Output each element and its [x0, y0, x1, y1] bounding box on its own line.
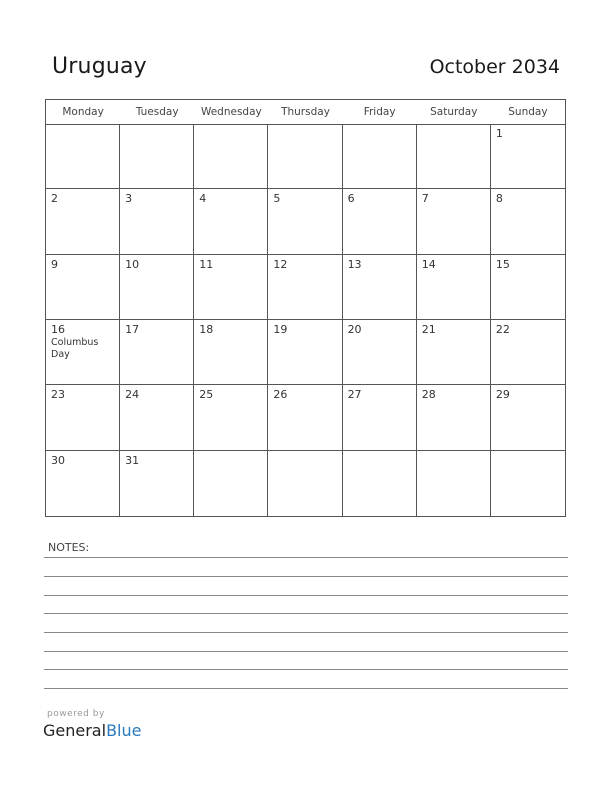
day-grid [46, 124, 565, 516]
note-line [44, 557, 568, 558]
day-cell [120, 255, 194, 320]
note-line [44, 688, 568, 689]
day-cell [417, 255, 491, 320]
day-number: 4 [199, 192, 207, 206]
day-cell [343, 124, 417, 189]
weekday-wednesday: Wednesday [200, 106, 262, 118]
day-cell [491, 124, 565, 189]
day-cell [194, 385, 268, 450]
day-number: 2 [51, 192, 58, 206]
note-line [44, 576, 568, 577]
day-number: 1 [495, 127, 503, 140]
day-number: 12 [273, 257, 288, 271]
day-number: 13 [347, 257, 362, 271]
day-number: 17 [125, 323, 140, 336]
day-cell [194, 320, 268, 385]
day-cell [268, 451, 342, 516]
day-cell [46, 320, 120, 385]
day-cell [417, 385, 491, 450]
day-cell [46, 385, 120, 450]
day-number: 5 [273, 192, 281, 206]
day-cell [417, 189, 491, 254]
day-cell [46, 124, 120, 189]
note-line [44, 632, 568, 633]
weekday-thursday: Thursday [281, 106, 330, 118]
day-cell [491, 320, 565, 385]
day-number: 22 [495, 323, 510, 336]
note-line [44, 595, 568, 596]
day-number: 18 [199, 323, 214, 336]
day-number: 31 [125, 453, 140, 467]
note-line [44, 613, 568, 614]
day-number: 24 [125, 388, 140, 402]
holiday-label: Columbus Day [51, 337, 99, 360]
day-number: 3 [125, 192, 133, 206]
day-number: 28 [421, 388, 436, 402]
day-cell [194, 255, 268, 320]
day-cell [120, 320, 194, 385]
day-number: 10 [125, 257, 140, 271]
calendar-grid [45, 99, 566, 517]
notes-label: NOTES: [48, 541, 90, 554]
brand-blue: Blue [106, 721, 142, 740]
day-cell [417, 124, 491, 189]
day-number: 7 [421, 192, 429, 206]
country-title: Uruguay [52, 54, 147, 79]
day-cell [343, 320, 417, 385]
day-cell [120, 451, 194, 516]
day-cell [343, 189, 417, 254]
day-number: 27 [347, 388, 362, 402]
day-cell [268, 124, 342, 189]
day-cell [343, 451, 417, 516]
day-cell [194, 124, 268, 189]
note-line [44, 651, 568, 652]
day-number: 25 [199, 388, 214, 402]
day-cell [194, 189, 268, 254]
weekday-tuesday: Tuesday [135, 106, 179, 118]
day-cell [120, 189, 194, 254]
day-number: 9 [51, 257, 58, 271]
weekday-monday: Monday [62, 106, 104, 118]
month-year-title: October 2034 [429, 56, 560, 78]
day-cell [194, 451, 268, 516]
brand-general: General [43, 721, 107, 740]
day-cell [46, 451, 120, 516]
day-cell [268, 385, 342, 450]
weekday-saturday: Saturday [430, 106, 478, 118]
day-cell [268, 320, 342, 385]
day-number: 16 [51, 323, 65, 336]
weekday-sunday: Sunday [508, 106, 548, 118]
day-cell [343, 385, 417, 450]
day-number: 14 [421, 257, 436, 271]
day-number: 23 [51, 388, 65, 402]
day-number: 26 [273, 388, 288, 402]
day-cell [343, 255, 417, 320]
day-cell [120, 124, 194, 189]
day-cell [46, 189, 120, 254]
day-number: 11 [199, 257, 214, 271]
day-number: 19 [273, 323, 288, 336]
day-number: 8 [495, 192, 503, 206]
day-cell [268, 255, 342, 320]
day-cell [491, 385, 565, 450]
day-number: 21 [421, 323, 436, 336]
day-cell [120, 385, 194, 450]
powered-by-text: powered by [47, 709, 105, 719]
day-number: 6 [347, 192, 355, 206]
weekday-friday: Friday [363, 106, 396, 118]
day-cell [268, 189, 342, 254]
day-cell [491, 255, 565, 320]
day-number: 20 [347, 323, 362, 336]
day-number: 15 [495, 257, 510, 271]
day-number: 30 [51, 453, 65, 467]
day-cell [417, 320, 491, 385]
day-cell [491, 451, 565, 516]
day-cell [491, 189, 565, 254]
day-cell [46, 255, 120, 320]
day-cell [417, 451, 491, 516]
weekday-header-row [46, 100, 565, 125]
generalblue-logo[interactable] [43, 721, 141, 740]
note-line [44, 669, 568, 670]
day-number: 29 [495, 388, 510, 402]
